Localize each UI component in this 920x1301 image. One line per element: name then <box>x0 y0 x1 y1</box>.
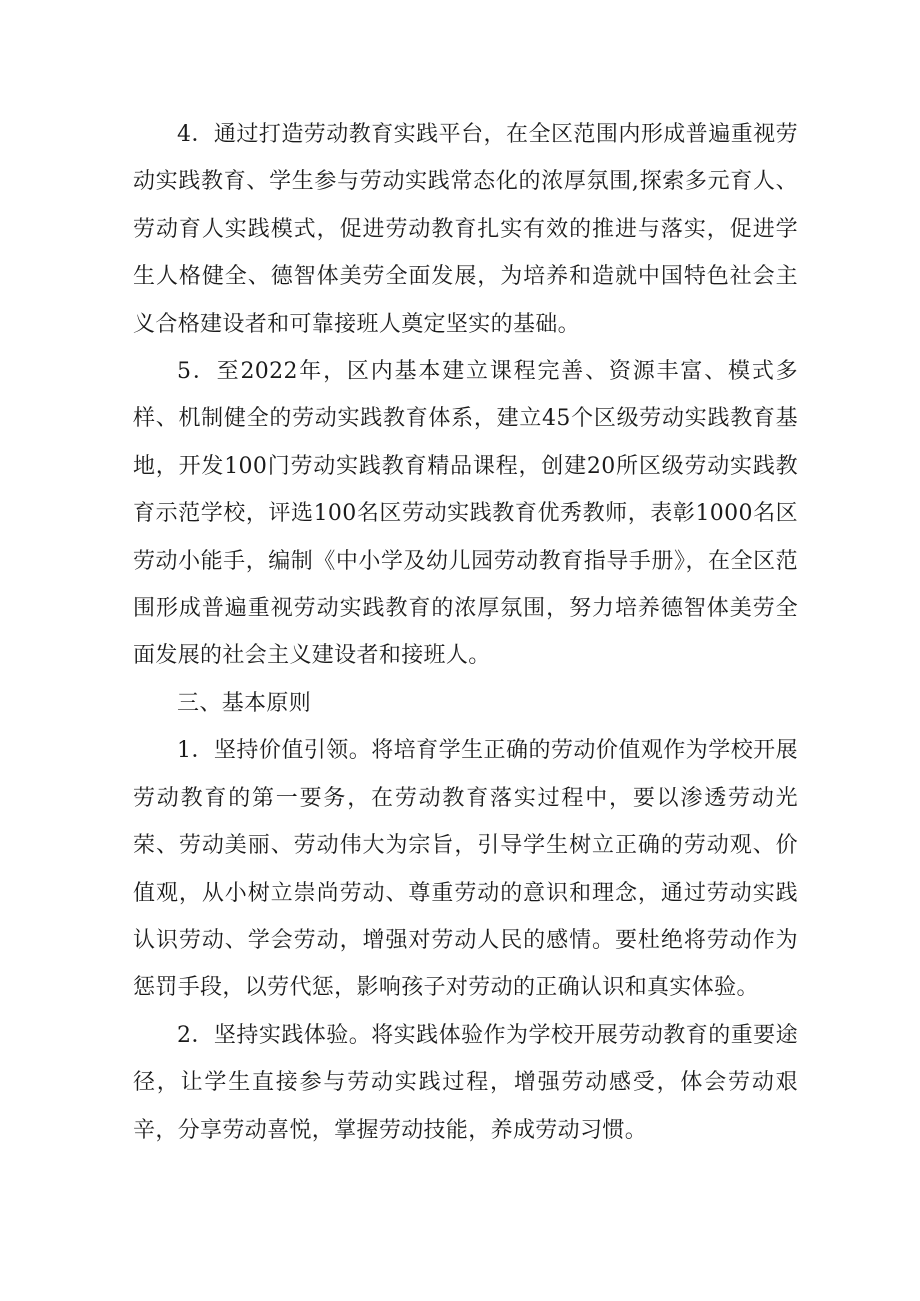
section-heading-basic-principles: 三、基本原则 <box>177 690 312 716</box>
paragraph-principle-1: 1．坚持价值引领。将培育学生正确的劳动价值观作为学校开展劳动教育的第一要务，在劳动教育落实过程中，要以渗透劳动光荣、劳动美丽、劳动伟大为宗旨，引导学生树立正确的劳动观、价值观，从小树立崇尚劳动、尊重劳动的意识和理念，通过劳动实践认识劳动、学会劳动，增强对劳动人民的感情。要杜绝将劳动作为惩罚手段，以劳代惩，影响孩子对劳动的正确认识和真实体验。 <box>133 738 798 1001</box>
document-body <box>133 111 798 1154</box>
paragraph-goal-4: 4．通过打造劳动教育实践平台，在全区范围内形成普遍重视劳动实践教育、学生参与劳动实践常态化的浓厚氛围,探索多元育人、劳动育人实践模式，促进劳动教育扎实有效的推进与落实，促进学生人格健全、德智体美劳全面发展，为培养和造就中国特色社会主义合格建设者和可靠接班人奠定坚实的基础。 <box>133 122 798 337</box>
paragraph-goal-5: 5．至2022年，区内基本建立课程完善、资源丰富、模式多样、机制健全的劳动实践教育体系，建立45个区级劳动实践教育基地，开发100门劳动实践教育精品课程，创建20所区级劳动实践教育示范学校，评选100名区劳动实践教育优秀教师，表彰1000名区劳动小能手，编制《中小学及幼儿园劳动教育指导手册》，在全区范围形成普遍重视劳动实践教育的浓厚氛围，努力培养德智体美劳全面发展的社会主义建设者和接班人。 <box>133 359 798 669</box>
paragraph-principle-2: 2．坚持实践体验。将实践体验作为学校开展劳动教育的重要途径，让学生直接参与劳动实践过程，增强劳动感受，体会劳动艰辛，分享劳动喜悦，掌握劳动技能，养成劳动习惯。 <box>133 1022 798 1143</box>
